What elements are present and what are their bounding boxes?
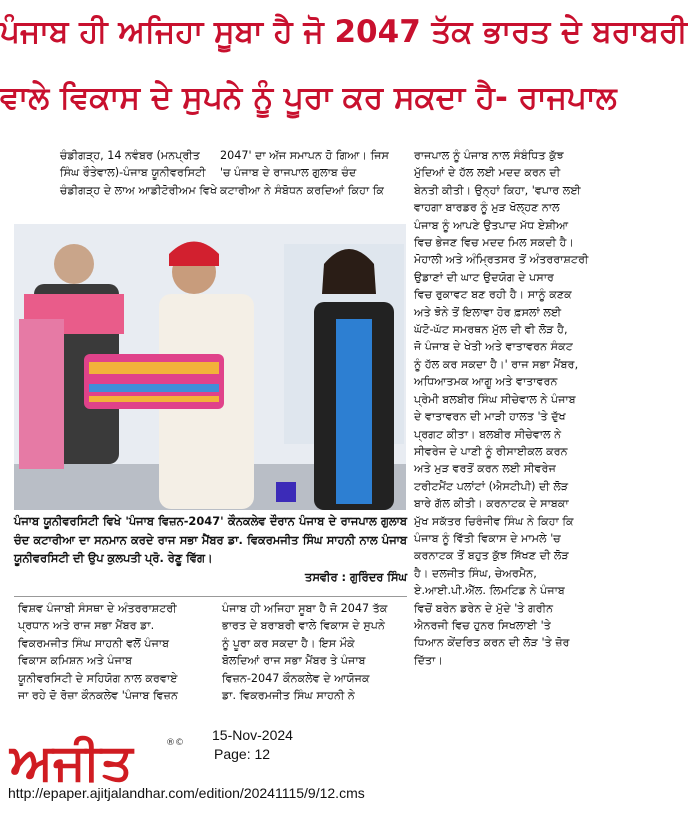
photo-credit: ਤਸਵੀਰ : ਗੁਰਿੰਦਰ ਸਿੰਘ bbox=[305, 569, 407, 584]
article-line: ਬੋਲਦਿਆਂ ਰਾਜ ਸਭਾ ਮੈਂਬਰ ਤੇ ਪੰਜਾਬ bbox=[222, 654, 366, 668]
article-line: ਕਟਾਰੀਆ ਨੇ ਸੰਬੋਧਨ ਕਰਦਿਆਂ ਕਿਹਾ ਕਿ bbox=[220, 183, 385, 197]
article-line: ਪ੍ਰੇਮੀ ਬਲਬੀਰ ਸਿੰਘ ਸੀਚੇਵਾਲ ਨੇ ਪੰਜਾਬ bbox=[414, 392, 576, 406]
article-column-2-bottom bbox=[222, 600, 408, 704]
article-line: ਸਿੰਘ ਰੌਤੇਵਾਲ)-ਪੰਜਾਬ ਯੂਨੀਵਰਸਿਟੀ bbox=[60, 166, 206, 180]
article-line: ਅਧਿਆਤਮਕ ਆਗੂ ਅਤੇ ਵਾਤਾਵਰਨ bbox=[414, 375, 558, 389]
article-line: ਪ੍ਰਧਾਨ ਅਤੇ ਰਾਜ ਸਭਾ ਮੈਂਬਰ ਡਾ. bbox=[18, 619, 155, 633]
article-line: ਚੰਡੀਗੜ੍ਹ, 14 ਨਵੰਬਰ (ਮਨਪ੍ਰੀਤ bbox=[60, 149, 200, 162]
article-line: ਸੀਵਰੇਜ ਦੇ ਪਾਣੀ ਨੂੰ ਰੀਸਾਈਕਲ ਕਰਨ bbox=[414, 444, 568, 458]
article-line: ਬਾਰੇ ਗੱਲ ਕੀਤੀ। ਕਰਨਾਟਕ ਦੇ ਸਾਬਕਾ bbox=[414, 497, 569, 511]
article-line: ਬੇਨਤੀ ਕੀਤੀ। ਉਨ੍ਹਾਂ ਕਿਹਾ, 'ਵਪਾਰ ਲਈ bbox=[414, 183, 581, 197]
article-line: ਘੱਟੋ-ਘੱਟ ਸਮਰਥਨ ਮੁੱਲ ਦੀ ਵੀ ਲੋੜ ਹੈ, bbox=[414, 323, 568, 337]
article-line: ਪੰਜਾਬ ਨੂੰ ਵਿੱਤੀ ਵਿਕਾਸ ਦੇ ਮਾਮਲੇ 'ਚ bbox=[414, 531, 561, 545]
headline-line-2: ਵਾਲੇ ਵਿਕਾਸ ਦੇ ਸੁਪਨੇ ਨੂੰ ਪੂਰਾ ਕਰ ਸਕਦਾ ਹੈ- ਰਾਜਪਾਲ bbox=[0, 80, 617, 116]
article-line: ਧਿਆਨ ਕੇਂਦਰਿਤ ਕਰਨ ਦੀ ਲੋੜ 'ਤੇ ਜ਼ੋਰ bbox=[414, 636, 570, 650]
article-line: ਯੂਨੀਵਰਸਿਟੀ ਦੇ ਸਹਿਯੋਗ ਨਾਲ ਕਰਵਾਏ bbox=[18, 671, 178, 685]
logo-wordmark: ਅਜੀਤ bbox=[10, 733, 133, 791]
article-line: ਨੂੰ ਹੱਲ ਕਰ ਸਕਦਾ ਹੈ।' ਰਾਜ ਸਭਾ ਮੈਂਬਰ, bbox=[414, 357, 579, 371]
article-line: ਜਾ ਰਹੇ ਦੋ ਰੋਜ਼ਾ ਕੌਨਕਲੇਵ 'ਪੰਜਾਬ ਵਿਜ਼ਨ bbox=[18, 689, 178, 703]
article-line: ਰਾਜਪਾਲ ਨੂੰ ਪੰਜਾਬ ਨਾਲ ਸੰਬੰਧਿਤ ਕੁੱਝ bbox=[414, 149, 564, 162]
article-line: ਅਤੇ ਮੁੜ ਵਰਤੋਂ ਕਰਨ ਲਈ ਸੀਵਰੇਜ bbox=[414, 462, 556, 476]
article-line: ਮੁੱਖ ਸਕੱਤਰ ਚਿਰੰਜੀਵ ਸਿੰਘ ਨੇ ਕਿਹਾ ਕਿ bbox=[414, 514, 574, 528]
article-line: ਅਤੇ ਝੋਨੇ ਤੋਂ ਇਲਾਵਾ ਹੋਰ ਫ਼ਸਲਾਂ ਲਈ bbox=[414, 305, 562, 319]
article-line: ਵਿਚੋਂ ਬਰੇਨ ਡਰੇਨ ਦੇ ਮੁੱਦੇ 'ਤੇ ਗਰੀਨ bbox=[414, 601, 554, 615]
article-line: ਪੰਜਾਬ ਨੂੰ ਆਪਣੇ ਉਤਪਾਦ ਮੱਧ ਏਸ਼ੀਆ bbox=[414, 218, 569, 232]
page-number: Page: 12 bbox=[214, 746, 271, 762]
article-column-2-top bbox=[220, 147, 406, 199]
article-line: ਉਡਾਣਾਂ ਦੀ ਘਾਟ ਉਦਯੋਗ ਦੇ ਪਸਾਰ bbox=[414, 270, 554, 284]
article-line: ਏ.ਆਈ.ਪੀ.ਐੱਲ. ਲਿਮਟਿਡ ਨੇ ਪੰਜਾਬ bbox=[414, 584, 565, 598]
article-line: ਐਨਰਜੀ ਵਿਚ ਹੁਨਰ ਸਿਖਲਾਈ 'ਤੇ bbox=[414, 618, 551, 632]
article-line: ਦੇ ਵਾਤਾਵਰਨ ਦੀ ਮਾੜੀ ਹਾਲਤ 'ਤੇ ਦੁੱਖ bbox=[414, 410, 566, 424]
article-column-3 bbox=[414, 147, 606, 669]
article-line: 'ਚ ਪੰਜਾਬ ਦੇ ਰਾਜਪਾਲ ਗੁਲਾਬ ਚੰਦ bbox=[220, 166, 357, 180]
article-line: ਵਿਸ਼ਵ ਪੰਜਾਬੀ ਸੰਸਥਾ ਦੇ ਅੰਤਰਰਾਸ਼ਟਰੀ bbox=[18, 602, 177, 615]
article-line: ਵਿਕਾਸ ਕਮਿਸ਼ਨ ਅਤੇ ਪੰਜਾਬ bbox=[18, 654, 133, 668]
edition-date: 15-Nov-2024 bbox=[212, 727, 293, 743]
news-photo bbox=[14, 224, 406, 510]
article-line: ਪੰਜਾਬ ਹੀ ਅਜਿਹਾ ਸੂਬਾ ਹੈ ਜੋ 2047 ਤੱਕ bbox=[222, 602, 388, 615]
photo-illustration bbox=[14, 224, 406, 510]
article-line: ਪ੍ਰਗਟ ਕੀਤਾ। ਬਲਬੀਰ ਸੀਚੇਵਾਲ ਨੇ bbox=[414, 427, 562, 441]
article-line: ਹੈ। ਦਲਜੀਤ ਸਿੰਘ, ਚੇਅਰਮੈਨ, bbox=[414, 566, 537, 580]
epaper-url: http://epaper.ajitjalandhar.com/edition/20241115/9/12.cms bbox=[8, 785, 365, 801]
article-line: 2047' ਦਾ ਅੱਜ ਸਮਾਪਨ ਹੋ ਗਿਆ। ਜਿਸ bbox=[220, 149, 389, 162]
article-line: ਕਰਨਾਟਕ ਤੋਂ ਬਹੁਤ ਕੁੱਝ ਸਿੱਖਣ ਦੀ ਲੋੜ bbox=[414, 549, 569, 563]
article-line: ਡਾ. ਵਿਕਰਮਜੀਤ ਸਿੰਘ ਸਾਹਨੀ ਨੇ bbox=[222, 689, 355, 703]
article-column-1-bottom bbox=[18, 600, 211, 704]
article-line: ਦਿੱਤਾ। bbox=[414, 653, 443, 667]
headline-line-1: ਪੰਜਾਬ ਹੀ ਅਜਿਹਾ ਸੂਬਾ ਹੈ ਜੋ 2047 ਤੱਕ ਭਾਰਤ ਦੇ ਬਰਾਬਰੀ bbox=[0, 14, 688, 50]
article-line: ਜੋ ਪੰਜਾਬ ਦੇ ਖੇਤੀ ਅਤੇ ਵਾਤਾਵਰਨ ਸੰਕਟ bbox=[414, 340, 573, 354]
caption-text: ਪੰਜਾਬ ਯੂਨੀਵਰਸਿਟੀ ਵਿਖੇ 'ਪੰਜਾਬ ਵਿਜ਼ਨ-2047' ਕੌਨਕਲੇਵ ਦੌਰਾਨ ਪੰਜਾਬ ਦੇ ਰਾਜਪਾਲ ਗੁਲਾਬ ਚੰਦ ਕਟਾਰੀਆ ਦਾ ਸਨਮਾਨ ਕਰਦੇ ਰਾਜ ਸਭਾ ਮੈਂਬਰ ਡਾ. ਵਿਕਰਮਜੀਤ ਸਿੰਘ ਸਾਹਨੀ ਨਾਲ ਪੰਜਾਬ ਯੂਨੀਵਰਸਿਟੀ ਦੀ ਉਪ ਕੁਲਪਤੀ ਪ੍ਰੋ. ਰੇਣੂ ਵਿੱਗ। bbox=[14, 514, 407, 566]
caption-divider bbox=[14, 596, 407, 597]
article-line: ਮੁੱਦਿਆਂ ਦੇ ਹੱਲ ਲਈ ਮਦਦ ਕਰਨ ਦੀ bbox=[414, 166, 561, 180]
article-column-1-top bbox=[60, 147, 232, 199]
photo-caption bbox=[14, 512, 407, 587]
article-line: ਚੰਡੀਗੜ੍ਹ ਦੇ ਲਾਅ ਆਡੀਟੋਰੀਅਮ ਵਿਖੇ bbox=[60, 183, 218, 197]
article-line: ਟਰੀਟਮੈਂਟ ਪਲਾਂਟਾਂ (ਐਸਟੀਪੀ) ਦੀ ਲੋੜ bbox=[414, 479, 569, 493]
article-line: ਨੂੰ ਪੂਰਾ ਕਰ ਸਕਦਾ ਹੈ। ਇਸ ਮੌਕੇ bbox=[222, 636, 355, 650]
article-line: ਵਿਕਰਮਜੀਤ ਸਿੰਘ ਸਾਹਨੀ ਵਲੋਂ ਪੰਜਾਬ bbox=[18, 636, 170, 650]
article-line: ਮੋਹਾਲੀ ਅਤੇ ਅੰਮ੍ਰਿਤਸਰ ਤੋਂ ਅੰਤਰਰਾਸ਼ਟਰੀ bbox=[414, 253, 589, 267]
article-line: ਵਿਚ ਰੁਕਾਵਟ ਬਣ ਰਹੀ ਹੈ। ਸਾਨੂੰ ਕਣਕ bbox=[414, 288, 572, 302]
registered-mark: ®© bbox=[166, 738, 184, 748]
article-line: ਵਿਜ਼ਨ-2047 ਕੌਨਕਲੇਵ ਦੇ ਆਯੋਜਕ bbox=[222, 671, 370, 685]
article-line: ਭਾਰਤ ਦੇ ਬਰਾਬਰੀ ਵਾਲੇ ਵਿਕਾਸ ਦੇ ਸੁਪਨੇ bbox=[222, 619, 386, 633]
ajit-logo bbox=[8, 731, 184, 791]
article-line: ਵਿਚ ਭੇਜਣ ਵਿਚ ਮਦਦ ਮਿਲ ਸਕਦੀ ਹੈ। bbox=[414, 236, 575, 250]
article-line: ਵਾਹਗਾ ਬਾਰਡਰ ਨੂੰ ਮੁੜ ਖੋਲ੍ਹਣ ਨਾਲ bbox=[414, 201, 560, 215]
ajit-logo-mark bbox=[8, 731, 184, 791]
